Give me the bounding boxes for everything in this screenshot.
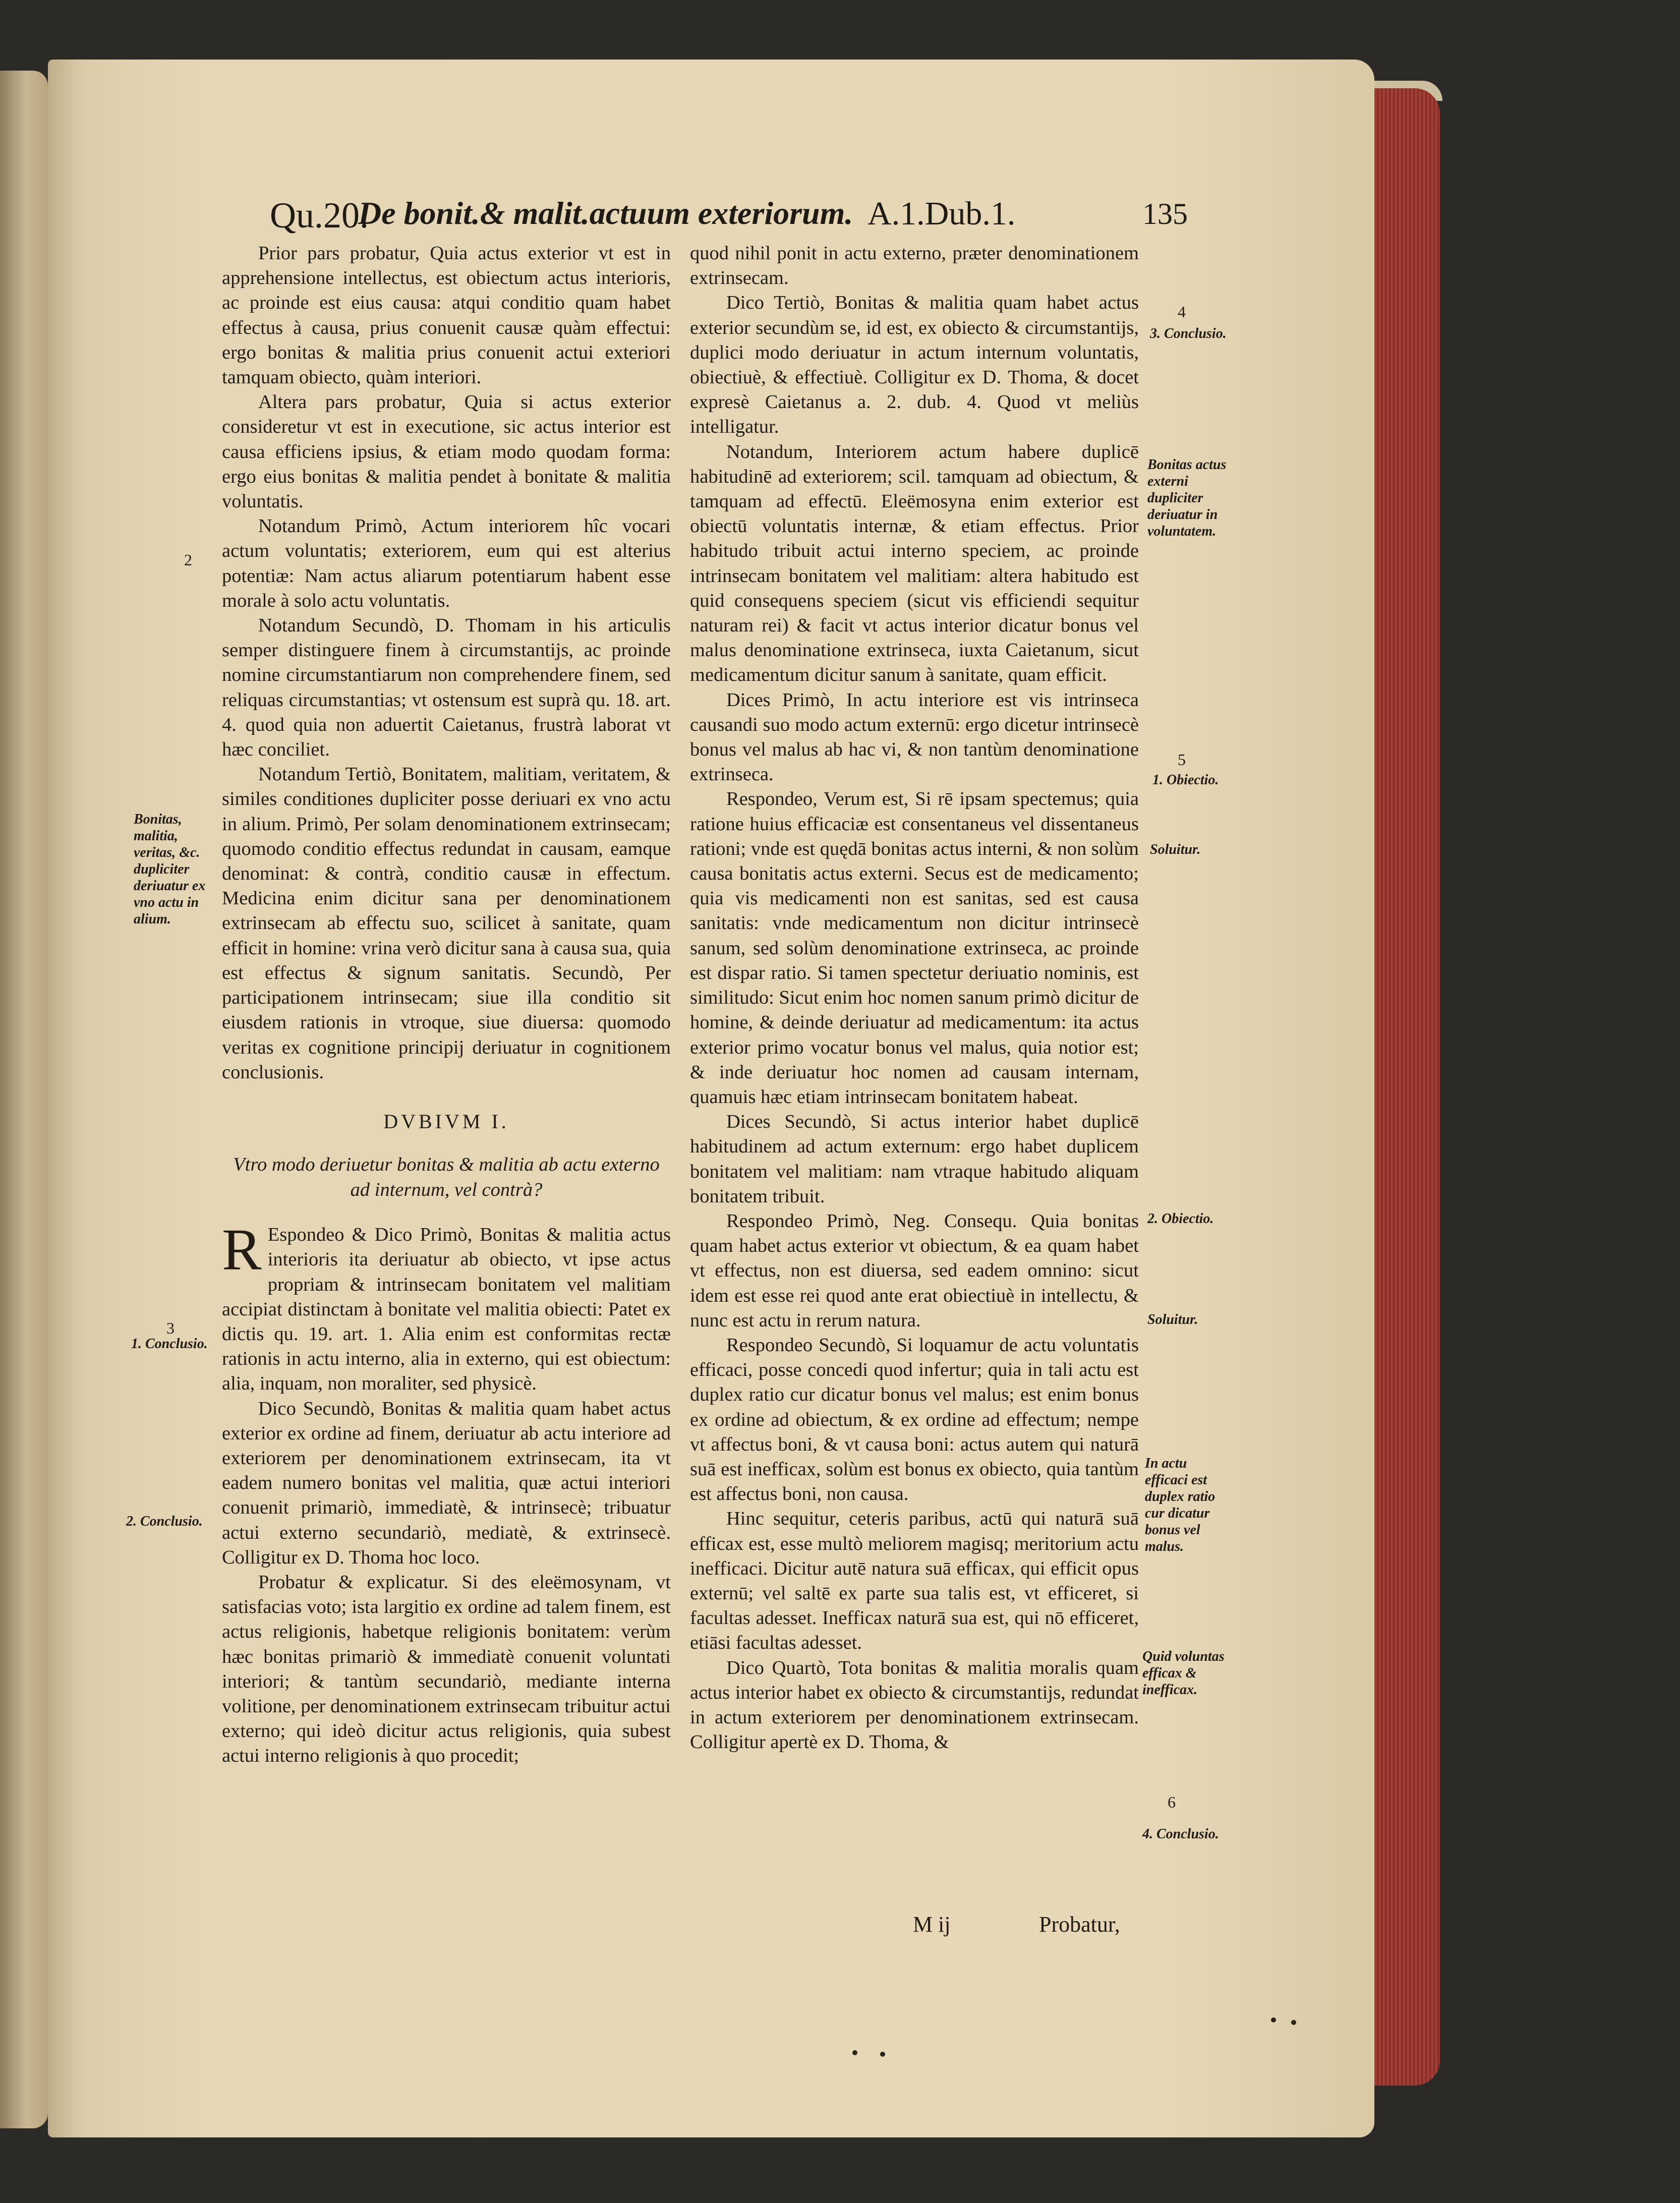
running-head-title: De bonit.& malit.actuum exteriorum. (358, 195, 853, 231)
drop-cap-initial: R (222, 1216, 262, 1283)
paragraph: Altera pars probatur, Quia si actus exterior consideretur vt est in executione, sic actus interior est causa efficiens ipsius, & etiam modo quodam forma: ergo eius bonitas & malitia pendet à bonitate & malitia voluntatis. (222, 391, 671, 512)
margin-note: Bonitas actus externi dupliciter deriuatur in voluntatem. (1147, 457, 1227, 539)
margin-note: 3. Conclusio. (1150, 326, 1227, 341)
ink-speck (1291, 2020, 1296, 2025)
paragraph: Respondeo Primò, Neg. Consequ. Quia bonitas quam habet actus exterior vt obiectum, & ea quam habet vt effectus, non est diuersa, sed eadem omnino: sicut idem est esse rei quod ante erat obiectiuè in intellectu, & nunc est actu in rerum natura. (690, 1210, 1139, 1331)
margin-note: Quid voluntas efficax & inefficax. (1142, 1649, 1225, 1698)
right-column (690, 241, 1139, 1755)
running-head-question: Qu.20. (270, 195, 369, 236)
paragraph: Notandum Tertiò, Bonitatem, malitiam, veritatem, & similes conditiones dupliciter posse deriuari ex vno actu in alium. Primò, Per solam denominationem extrinsecam; quomodo conditio effectus redundat in causam, eamque denominat: & contrà, conditio causæ in effectum. Medicina enim dicitur sana per denominationem extrinsecam ab effectu suo, scilicet à sanitate, quam efficit in homine: vrina verò dicitur sana à causa sua, quia est effectus & signum sanitatis. Secundò, Per participationem intrinsecam; siue illa conditio sit eiusdem rationis in vtroque, siue diuersa: quomodo veritas ex cognitione principij deriuatur in cognitionem conclusionis. (222, 764, 671, 1083)
paragraph: Prior pars probatur, Quia actus exterior vt est in apprehensione intellectus, est obiectum actus interioris, ac proinde est eius causa: atqui conditio quam habet effectus à causa, prius conuenit causæ quàm effectui: ergo bonitas & malitia prius conuenit actui exteriori tamquam obiecto, quàm interiori. (222, 243, 671, 388)
margin-note: Soluitur. (1147, 1312, 1198, 1327)
margin-number: 6 (1168, 1793, 1176, 1811)
margin-number: 5 (1178, 750, 1186, 769)
paragraph: Respondeo, Verum est, Si rē ipsam spectemus; quia ratione huius efficaciæ est consentaneus vel dissentaneus rationi; vnde est quędā bonitas actus interni, & non solùm causa bonitatis actus externi. Secus est de medicamento; quia vis medicamenti non est sanitas, sed est causa sanitatis: vnde medicamentum non dicitur intrinsecè sanum, sed solùm denominatione extrinseca, ac proinde est dispar ratio. Si tamen spectetur deriuatio nominis, est similitudo: Sicut enim hoc nomen sanum primò dicitur de homine, & deinde deriuatur ad medicamentum: ita actus exterior primo vocatur bonus vel malus, quia notior est; & inde deriuatur hoc nomen ad causam internam, quamuis hæc etiam intrinsecam bonitatem habeat. (690, 788, 1139, 1108)
paragraph: Dices Primò, In actu interiore est vis intrinseca causandi suo modo actum externū: ergo dicetur intrinsecè bonus vel malus ab hac vi, & non tantùm denominatione extrinseca. (690, 689, 1139, 785)
margin-note: Soluitur. (1150, 842, 1201, 857)
paragraph: quod nihil ponit in actu externo, præter denominationem extrinsecam. (690, 243, 1139, 289)
left-column (222, 241, 671, 1769)
paragraph: Notandum Secundò, D. Thomam in his articulis semper distinguere finem à circumstantijs, ac proinde nomine circumstantiarum non comprehendere finem, sed reliquas circumstantias; vt ostensum est suprà qu. 18. art. 4. quod quia non aduertit Caietanus, frustrà laborat vt hæc conciliet. (222, 615, 671, 761)
paragraph-text: Espondeo & Dico Primò, Bonitas & malitia actus interioris ita deriuatur ab obiecto, vt ipse actus propriam & intrinsecam bonitatem vel malitiam accipiat distinctam à bonitate vel malitia obiecti: Patet ex dictis qu. 19. art. 1. Alia enim est conformitas rectæ rationis in actu interno, alia in externo, qui est obiectum: alia, inquam, non moraliter, sed physicè. (222, 1224, 671, 1395)
catchword: Probatur, (1039, 1912, 1120, 1937)
margin-note: In actu efficaci est duplex ratio cur dicatur bonus vel malus. (1145, 1456, 1215, 1554)
margin-number: 2 (184, 551, 192, 569)
ink-speck (880, 2052, 885, 2057)
margin-note: 2. Obiectio. (1147, 1211, 1214, 1227)
paragraph: Notandum, Interiorem actum habere duplicē habitudinē ad exteriorem; scil. tamquam ad obiectum, & tamquam ad effectū. Eleëmosyna enim exterior est obiectū voluntatis internæ, & etiam effectus. Prior habitudo tribuit actui interno speciem, ac proinde intrinsecam bonitatem vel malitiam: altera habitudo est quid consequens speciem (sicut vis efficiendi sequitur naturam rei) & facit vt actus interior dicatur bonus vel malus denominatione extrinseca, iuxta Caietanum, sicut medicamentum dicitur sanum à sanitate, quam efficit. (690, 441, 1139, 686)
paragraph: Hinc sequitur, ceteris paribus, actū qui naturā suā efficax est, esse multò meliorem magisq; meritorium actu inefficaci. Dicitur autē natura suā efficax, qui efficit opus externū; vel saltē ex parte sua talis est, vt efficeret, si facultas adesset. Inefficax naturā sua est, qui nō efficeret, etiāsi facultas adesset. (690, 1508, 1139, 1654)
margin-note: 2. Conclusio. (126, 1514, 203, 1529)
margin-note: 1. Obiectio. (1152, 772, 1219, 788)
paragraph: Respondeo Secundò, Si loquamur de actu voluntatis efficaci, posse concedi quod infertur; quia in tali actu est duplex ratio cur dicatur bonus vel malus; est enim bonus ex ordine ad obiectum, & ex ordine ad effectum; nempe vt affectus boni, & vt causa boni: actus autem qui naturā suā est inefficax, solùm est bonus ex obiecto, quia tantùm est affectus boni, non causa. (690, 1334, 1139, 1505)
paragraph: Dico Quartò, Tota bonitas & malitia moralis quam actus interior habet ex obiecto & circumstantijs, redundat in actum exteriorem per denominationem extrinsecam. Colligitur apertè ex D. Thoma, & (690, 1657, 1139, 1753)
paragraph: Dico Tertiò, Bonitas & malitia quam habet actus exterior secundùm se, id est, ex obiecto & circumstantijs, duplici modo deriuatur in actum internum voluntatis, obiectiuè, & effectiuè. Colligitur ex D. Thoma, & docet expresè Caietanus a. 2. dub. 4. Quod vt meliùs intelligatur. (690, 292, 1139, 438)
ink-speck (1271, 2017, 1276, 2022)
paragraph-with-initial (222, 1216, 671, 1396)
running-head-section: A.1.Dub.1. (867, 195, 1016, 232)
section-question: Vtro modo deriuetur bonitas & malitia ab actu externo ad internum, vel contrà? (233, 1154, 660, 1201)
ink-speck (852, 2050, 857, 2055)
margin-note: 1. Conclusio. (131, 1336, 208, 1352)
running-head (222, 195, 1188, 245)
page-number: 135 (1142, 197, 1188, 230)
margin-note: 4. Conclusio. (1142, 1826, 1219, 1842)
margin-note: Bonitas, malitia, veritas, &c. dupliciter deriuatur ex vno actu in alium. (134, 811, 206, 927)
previous-page-edge (0, 71, 48, 2128)
margin-number: 3 (166, 1319, 175, 1337)
section-heading: DVBIVM I. (383, 1110, 509, 1133)
paragraph: Dices Secundò, Si actus interior habet duplicē habitudinem ad actum externum: ergo habet duplicem bonitatem vel malitiam: nam vtraque habitudo aliquam bonitatem tribuit. (690, 1111, 1139, 1207)
margin-number: 4 (1178, 303, 1186, 321)
signature-mark: M ij (913, 1912, 951, 1937)
paragraph: Probatur & explicatur. Si des eleëmosynam, vt satisfacias voto; ista largitio ex ordine ad talem finem, est actus religionis, habetque religionis bonitatem: verùm hæc bonitas primariò & immediatè conuenit voluntati interiori; & tantùm secundariò, mediante interna volitione, per denominationem extrinsecam tribuitur actui externo; qui ideò dicitur actus religionis, quia subest actui interno religionis à quo procedit; (222, 1571, 671, 1767)
paragraph: Dico Secundò, Bonitas & malitia quam habet actus exterior ex ordine ad finem, deriuatur ab actu interiore ad exteriorem per denominationem extrinsecam, ita vt eadem numero bonitas vel malitia, quæ actui interiori conuenit primariò, immediatè, & intrinsecè; tribuatur actui externo secundariò, mediatè, & extrinsecè. Colligitur ex D. Thoma hoc loco. (222, 1398, 671, 1568)
paragraph: Notandum Primò, Actum interiorem hîc vocari actum voluntatis; exteriorem, eum qui est alterius potentiæ: Nam actus aliarum potentiarum habent esse morale à solo actu voluntatis. (222, 515, 671, 611)
